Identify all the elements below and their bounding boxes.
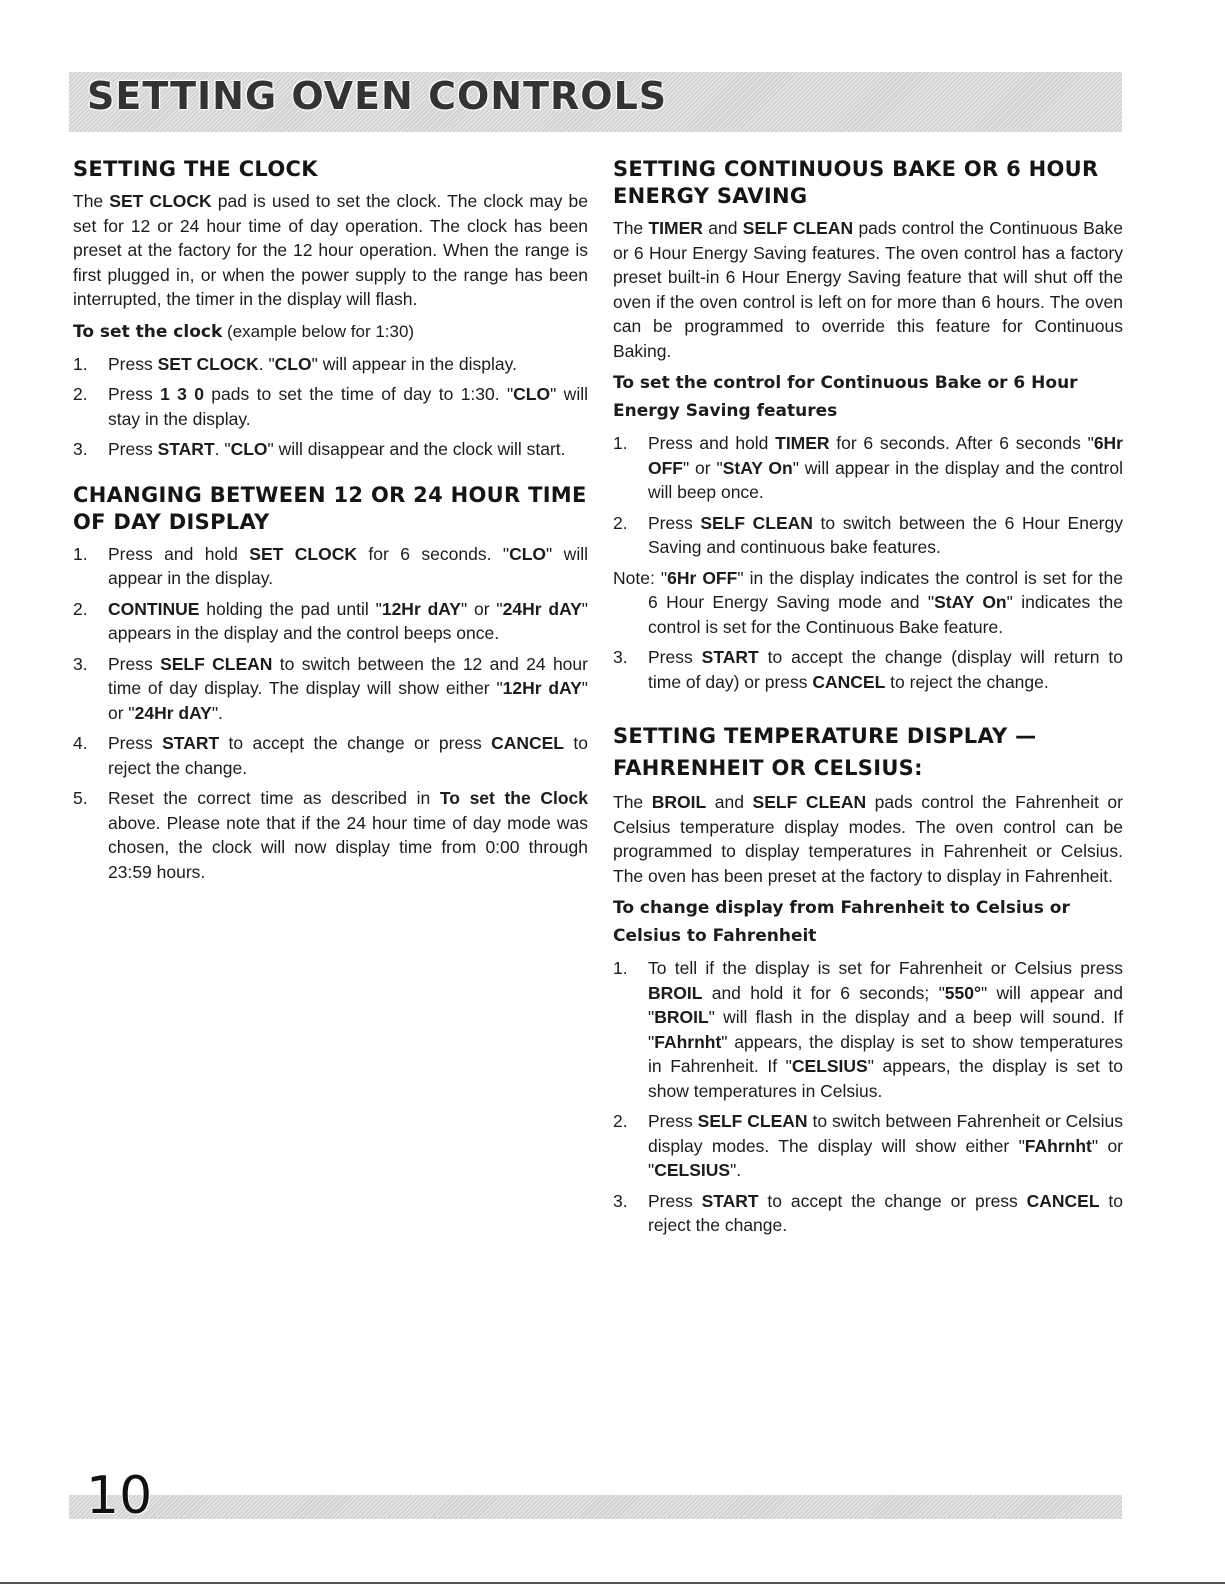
list-item: 3. Press START. "CLO" will disappear and the clock will start.: [73, 439, 566, 459]
page-number: 10: [86, 1466, 153, 1526]
clock-steps: [73, 352, 588, 462]
list-item: 2. CONTINUE holding the pad until "12Hr dAY" or "24Hr dAY" appears in the display and the control beeps once.: [73, 598, 588, 643]
clock-subheading: To set the clock (example below for 1:30): [73, 321, 415, 342]
bottom-rule: [0, 1582, 1225, 1584]
temp-intro: The BROIL and SELF CLEAN pads control the Fahrenheit or Celsius temperature display modes. The oven control can be programmed to display temperatures in Fahrenheit or Celsius. The oven has been preset at the factory to display in Fahrenheit.: [613, 792, 1123, 886]
temp-steps: [613, 956, 1123, 1238]
right-column: [613, 156, 1123, 1244]
continuous-steps-cont: [613, 645, 1123, 694]
section-heading-continuous-bake: SETTING CONTINUOUS BAKE OR 6 HOUR ENERGY SAVING: [613, 157, 1099, 208]
list-item: 3. Press START to accept the change (display will return to time of day) or press CANCEL to reject the change.: [613, 647, 1123, 692]
continuous-intro: The TIMER and SELF CLEAN pads control the Continuous Bake or 6 Hour Energy Saving features. The oven control has a factory preset built-in 6 Hour Energy Saving feature that will shut off the oven if the oven control is left on for more than 6 hours. The oven can be programmed to override this feature for Continuous Baking.: [613, 218, 1123, 361]
section-heading-temperature-display: SETTING TEMPERATURE DISPLAY — FAHRENHEIT OR CELSIUS:: [613, 724, 1037, 780]
footer-bar: [69, 1495, 1122, 1519]
section-heading-hour-display: CHANGING BETWEEN 12 OR 24 HOUR TIME OF DAY DISPLAY: [73, 482, 587, 534]
hour-steps: [73, 542, 588, 885]
list-item: 5. Reset the correct time as described in To set the Clock above. Please note that if the 24 hour time of day mode was chosen, the clock will now display time from 0:00 through 23:59 hours.: [73, 788, 588, 882]
list-item: 4. Press START to accept the change or press CANCEL to reject the change.: [73, 733, 588, 778]
list-item: 1. Press and hold TIMER for 6 seconds. After 6 seconds "6Hr OFF" or "StAY On" will appear in the display and the control will beep once.: [613, 433, 1123, 502]
temp-subheading: To change display from Fahrenheit to Celsius or Celsius to Fahrenheit: [613, 898, 1070, 946]
list-item: 1. Press SET CLOCK. "CLO" will appear in the display.: [73, 353, 517, 374]
page-title: SETTING OVEN CONTROLS: [87, 74, 668, 118]
list-item: 3. Press START to accept the change or press CANCEL to reject the change.: [613, 1190, 1123, 1235]
list-item: 1. Press and hold SET CLOCK for 6 seconds. "CLO" will appear in the display.: [73, 543, 588, 588]
section-heading-clock: SETTING THE CLOCK: [73, 157, 318, 181]
clock-intro: The SET CLOCK pad is used to set the clock. The clock may be set for 12 or 24 hour time of day operation. The clock has been preset at the factory for the 12 hour operation. When the range is first plugged in, or when the power supply to the range has been interrupted, the timer in the display will flash.: [73, 191, 588, 309]
continuous-steps: [613, 431, 1123, 560]
list-item: 2. Press SELF CLEAN to switch between the 6 Hour Energy Saving and continuous bake features.: [613, 512, 1123, 557]
list-item: 2. Press SELF CLEAN to switch between Fahrenheit or Celsius display modes. The display will show either "FAhrnht" or "CELSIUS".: [613, 1111, 1123, 1180]
continuous-subheading: To set the control for Continuous Bake or 6 Hour Energy Saving features: [613, 373, 1078, 421]
list-item: 1. To tell if the display is set for Fahrenheit or Celsius press BROIL and hold it for 6 seconds; "550°" will appear and "BROIL" will flash in the display and a beep will sound. If "FAhrnht" appears, the display is set to show temperatures in Fahrenheit. If "CELSIUS" appears, the display is set to show temperatures in Celsius.: [613, 958, 1123, 1101]
left-column: [73, 156, 588, 890]
list-item: 2. Press 1 3 0 pads to set the time of day to 1:30. "CLO" will stay in the display.: [73, 384, 588, 429]
header-banner: [69, 72, 1122, 132]
continuous-note: Note: "6Hr OFF" in the display indicates the control is set for the 6 Hour Energy Saving mode and "StAY On" indicates the control is set for the Continuous Bake feature.: [613, 567, 1123, 637]
list-item: 3. Press SELF CLEAN to switch between the 12 and 24 hour time of day display. The display will show either "12Hr dAY" or "24Hr dAY".: [73, 653, 589, 723]
